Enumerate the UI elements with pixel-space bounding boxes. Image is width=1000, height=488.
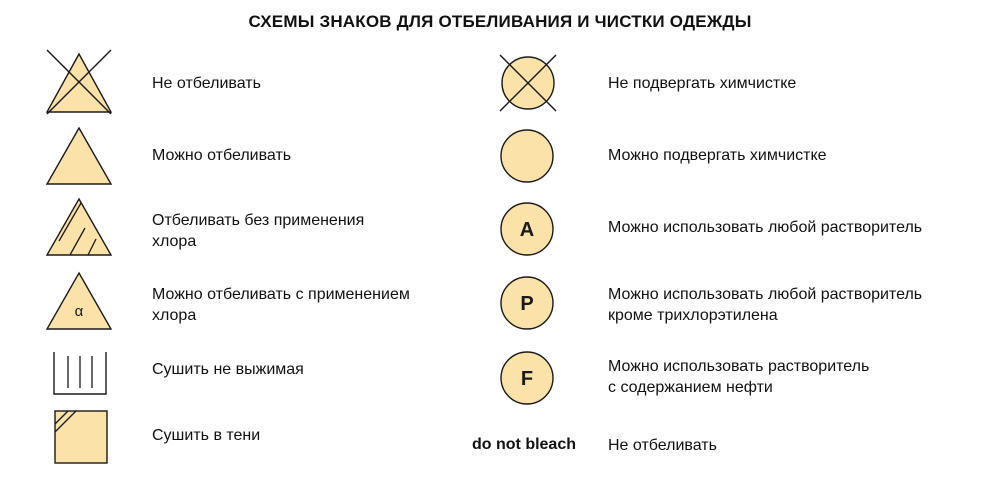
- triangle-cl-glyph: α: [74, 303, 84, 320]
- do-not-bleach-text: do not bleach: [472, 436, 576, 453]
- dry-in-shade-icon: [54, 410, 108, 464]
- label-bleach-allowed: Можно отбеливать: [152, 147, 292, 164]
- crossed-triangle-icon: [45, 50, 113, 114]
- circle-p-icon: [499, 275, 555, 331]
- page-title: СХЕМЫ ЗНАКОВ ДЛЯ ОТБЕЛИВАНИЯ И ЧИСТКИ ОДЕЖДЫ: [248, 12, 752, 31]
- crossed-circle-icon: [498, 53, 558, 113]
- label-solvent-except-tce: Можно использовать любой растворитель кроме трихлорэтилена: [608, 286, 923, 324]
- label-chlorine-allowed: Можно отбеливать с применением хлора: [152, 286, 410, 324]
- circle-a-icon: [499, 201, 555, 257]
- drip-dry-icon: [52, 350, 108, 396]
- label-no-dry-clean: Не подвергать химчистке: [608, 75, 797, 92]
- circle-f-icon: [499, 350, 555, 406]
- label-drip-dry: Сушить не выжимая: [152, 361, 304, 378]
- label-non-chlorine: Отбеливать без применения хлора: [152, 212, 365, 250]
- label-dry-in-shade: Сушить в тени: [152, 427, 261, 444]
- label-petroleum-solvent: Можно использовать растворитель с содержанием нефти: [608, 358, 870, 396]
- label-do-not-bleach: Не отбеливать: [608, 437, 717, 454]
- triangle-cl-icon: [45, 271, 113, 331]
- circle-a-glyph: A: [519, 219, 535, 241]
- triangle-icon: [45, 126, 113, 186]
- hatched-triangle-icon: [45, 197, 113, 257]
- circle-p-glyph: P: [520, 293, 534, 315]
- circle-icon: [499, 128, 555, 184]
- circle-f-glyph: F: [520, 368, 534, 390]
- label-any-solvent: Можно использовать любой растворитель: [608, 219, 923, 236]
- label-dry-clean-allowed: Можно подвергать химчистке: [608, 147, 827, 164]
- label-no-bleach: Не отбеливать: [152, 75, 261, 92]
